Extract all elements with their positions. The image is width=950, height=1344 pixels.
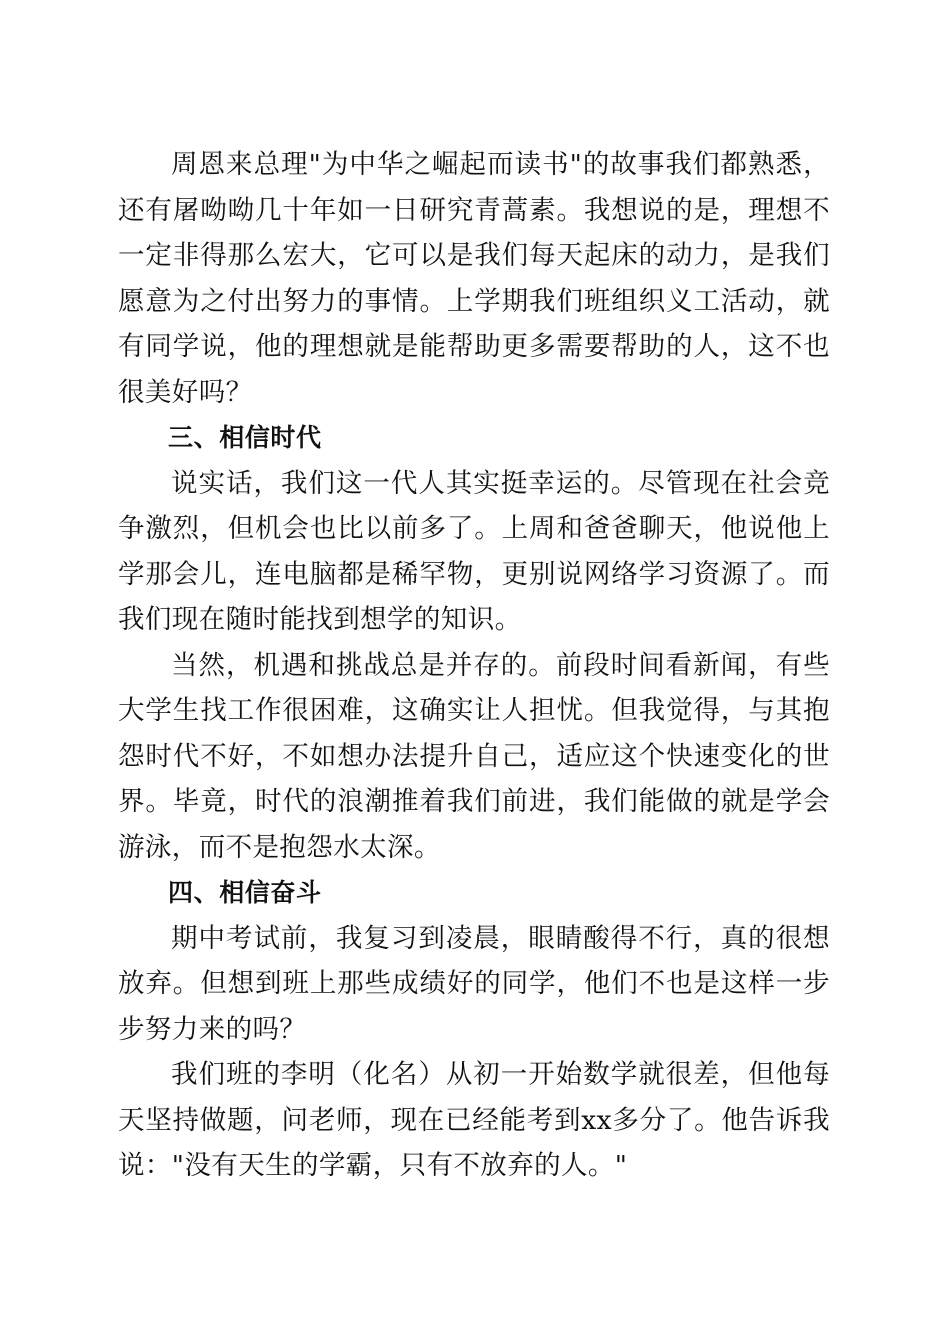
paragraph-opportunity-challenge: 当然，机遇和挑战总是并存的。前段时间看新闻，有些大学生找工作很困难，这确实让人担忧。但我觉得，与其抱怨时代不好，不如想办法提升自己，适应这个快速变化的世界。毕竟，时代的浪潮推着我们前进，我们能做的就是学会游泳，而不是抱怨水太深。 xyxy=(118,649,830,863)
paragraph-ideal-examples: 周恩来总理"为中华之崛起而读书"的故事我们都熟悉，还有屠呦呦几十年如一日研究青蒿素。我想说的是，理想不一定非得那么宏大，它可以是我们每天起床的动力，是我们愿意为之付出努力的事情。上学期我们班组织义工活动，就有同学说，他的理想就是能帮助更多需要帮助的人，这不也很美好吗？ xyxy=(118,149,830,408)
document-page xyxy=(118,142,830,1189)
section-heading-believe-era: 三、相信时代 xyxy=(168,423,322,452)
paragraph-lucky-generation: 说实话，我们这一代人其实挺幸运的。尽管现在社会竞争激烈，但机会也比以前多了。上周和爸爸聊天，他说他上学那会儿，连电脑都是稀罕物，更别说网络学习资源了。而我们现在随时能找到想学的知识。 xyxy=(118,467,830,635)
paragraph-midterm-review: 期中考试前，我复习到凌晨，眼睛酸得不行，真的很想放弃。但想到班上那些成绩好的同学，他们不也是这样一步步努力来的吗？ xyxy=(118,922,830,1045)
paragraph-classmate-story: 我们班的李明（化名）从初一开始数学就很差，但他每天坚持做题，问老师，现在已经能考到xx多分了。他告诉我说："没有天生的学霸，只有不放弃的人。" xyxy=(118,1059,830,1181)
section-heading-believe-struggle: 四、相信奋斗 xyxy=(168,878,322,907)
